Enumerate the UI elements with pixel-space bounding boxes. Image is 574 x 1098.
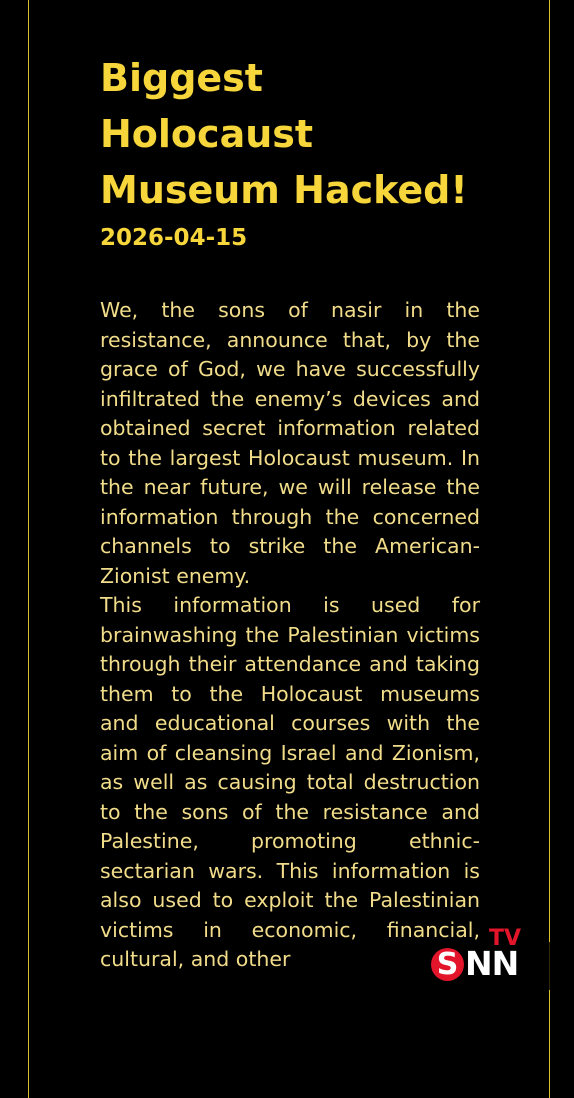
logo-nn-text: NN — [465, 944, 519, 983]
article-date: 2026-04-15 — [100, 225, 248, 251]
article-paragraph: This information is used for brainwashing the Palestinian victims through their attendance and taking them to the Holocaust museums and educational courses with the aim of cleansing Israel and Zionism, as well as causing total destruction to the sons of the resistance and Palestine, promoting ethnic-sectarian wars. This information is also used to exploit the Palestinian victims in economic, financial, cultural, and other — [100, 593, 480, 971]
article-paragraph: We, the sons of nasir in the resistance, announce that, by the grace of God, we have successfully infiltrated the enemy’s devices and obtained secret information related to the largest Holocaust museum. In the near future, we will release the information through the concerned channels to strike the American-Zionist enemy. — [100, 298, 480, 588]
article-body — [100, 296, 480, 975]
logo-tv-text: TV — [489, 926, 522, 951]
article-title: Biggest Holocaust Museum Hacked! — [100, 56, 468, 212]
article — [100, 50, 480, 975]
snn-tv-logo — [423, 924, 543, 994]
logo-s-circle: S — [431, 948, 464, 981]
